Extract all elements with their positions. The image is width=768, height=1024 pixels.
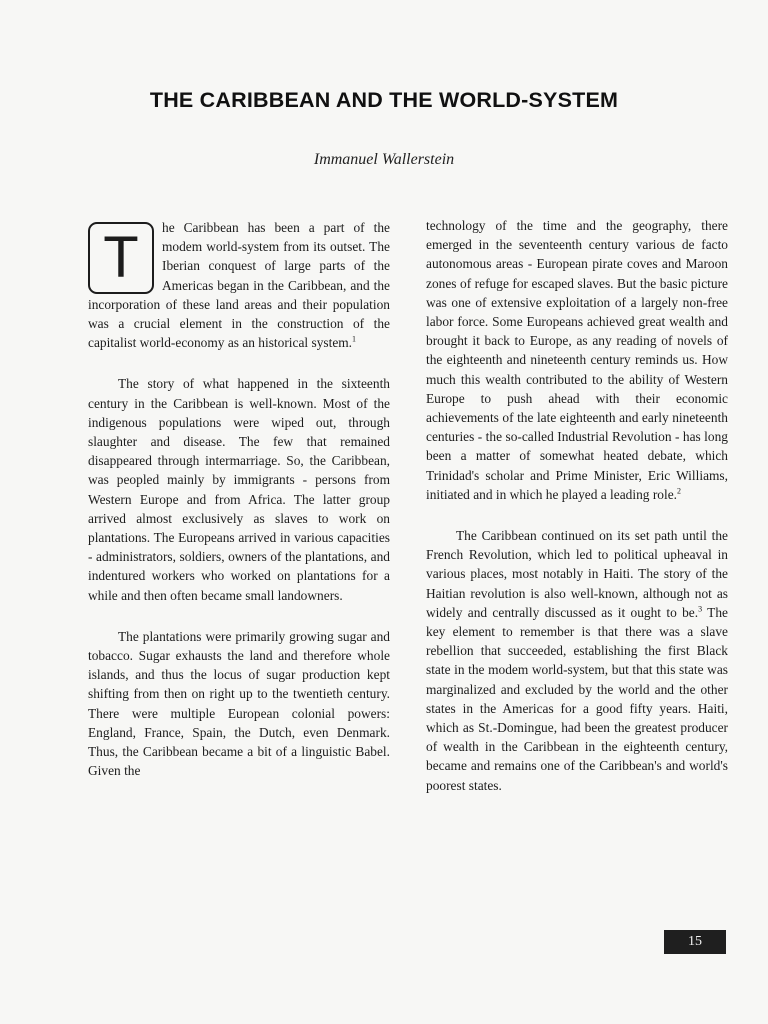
right-paragraph-1 xyxy=(426,216,728,504)
left-paragraph-3: The plantations were primarily growing sugar and tobacco. Sugar exhausts the land and therefore whole islands, and thus the locus of sugar production kept shifting from then on right up to the twentieth century. There were multiple European colonial powers: England, France, Spain, the Dutch, even Denmark. Thus, the Caribbean became a bit of a linguistic Babel. Given the xyxy=(88,628,390,779)
right-column xyxy=(426,216,728,817)
footnote-marker-2: 2 xyxy=(677,486,681,496)
right-paragraph-2-text-a: The Caribbean continued on its set path until the French Revolution, which led to political upheaval in various places, most notably in Haiti. The story of the Haitian revolution is also well-known, although not as widely and centrally discussed as it ought to be. xyxy=(426,528,728,620)
article-author: Immanuel Wallerstein xyxy=(313,151,455,168)
footnote-marker-3: 3 xyxy=(698,604,703,614)
left-paragraph-2: The story of what happened in the sixteenth century in the Caribbean is well-known. Most of the indigenous populations were wiped out, through slaughter and disease. The few that remained disappeared through intermarriage. So, the Caribbean, was peopled mainly by immigrants - persons from Western Europe and from Africa. The latter group arrived almost exclusively as slaves to work on plantations. The Europeans arrived in various capacities - administrators, soldiers, owners of the plantations, and indentured workers who worked on plantations for a while and then often became small landowners. xyxy=(88,376,390,603)
footnote-marker-1: 1 xyxy=(352,334,357,344)
page-number: 15 xyxy=(664,930,726,954)
article-title: THE CARIBBEAN AND THE WORLD-SYSTEM xyxy=(149,88,619,112)
right-paragraph-1-text: technology of the time and the geography, there emerged in the seventeenth century various de facto autonomous areas - European pirate coves and Maroon zones of refuge for escaped slaves. But the basic picture was one of extensive exploitation of a largely non-free labor force. Some Europeans achieved great wealth and brought it back to Europe, as any reading of novels of the eighteenth and nineteenth century reminds us. How much this wealth contributed to the ability of Western Europe to push ahead with their economic achievements of the late eighteenth and early nineteenth centuries - the so-called Industrial Revolution - has long been a matter of somewhat heated debate, which Trinidad's scholar and Prime Minister, Eric Williams, initiated and in which he played a leading role. xyxy=(426,218,728,502)
left-column xyxy=(88,218,390,802)
left-paragraph-1-text: he Caribbean has been a part of the modem world-system from its outset. The Iberian conquest of large parts of the Americas began in the Caribbean, and the incorporation of these land areas and their population was a crucial element in the construction of the capitalist world-economy as an historical system. xyxy=(88,220,390,351)
dropcap-box xyxy=(88,222,154,294)
right-paragraph-2 xyxy=(426,526,728,795)
right-paragraph-2-text-b: The key element to remember is that there was a slave rebellion that succeeded, establishing the first Black state in the modem world-system, but that this state was marginalized and excluded by the world and the other states in the Americas for a good fifty years. Haiti, which as St.-Domingue, had been the greatest producer of wealth in the Caribbean in the eighteenth century, became and remains one of the Caribbean's and world's poorest states. xyxy=(426,604,728,793)
dropcap-letter: T xyxy=(103,225,139,290)
